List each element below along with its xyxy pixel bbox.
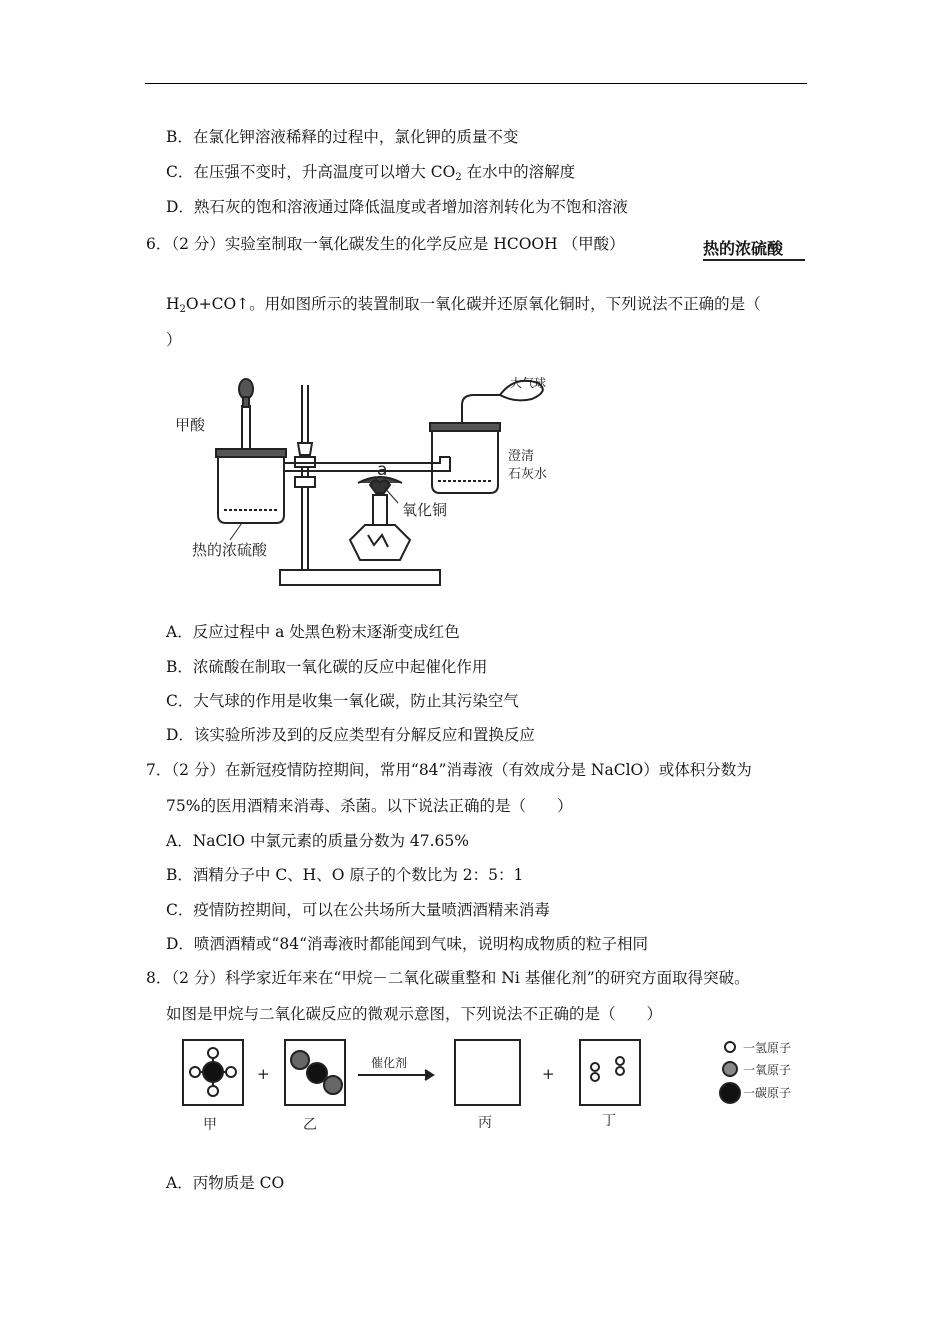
q7-option-a: A．NaClO 中氯元素的质量分数为 47.65% [166,832,469,850]
label-limewater-2: 石灰水 [508,467,548,482]
q8-stem-line1: 8．（2 分）科学家近年来在“甲烷－二氧化碳重整和 Ni 基催化剂”的研究方面取得突破。 [146,969,750,987]
q8-option-a: A．丙物质是 CO [166,1174,285,1192]
q6-stem-line1: 6．（2 分）实验室制取一氧化碳发生的化学反应是 HCOOH （甲酸） [146,235,625,253]
q8-stem-line2: 如图是甲烷与二氧化碳反应的微观示意图，下列说法不正确的是（ ） [166,1005,663,1023]
label-yi: 乙 [303,1117,317,1133]
label-limewater-1: 澄清 [508,449,535,464]
q5-option-d: D．熟石灰的饱和溶液通过降低温度或者增加溶剂转化为不饱和溶液 [166,198,628,216]
plus-sign-2: + [542,1065,555,1083]
label-balloon: 大气球 [510,376,547,390]
q5-option-c: C．在压强不变时，升高温度可以增大 $CO_2$ 在水中的溶解度 [166,163,576,183]
q6-option-c: C．大气球的作用是收集一氧化碳，防止其污染空气 [166,692,519,710]
q6-stem-line3: ） [166,331,182,349]
label-hot-sulfuric-acid: 热的浓硫酸 [192,541,268,559]
q6-apparatus-figure [170,365,570,595]
q7-stem-line1: 7．（2 分）在新冠疫情防控期间，常用“84”消毒液（有效成分是 NaClO）或体积分数为 [146,761,752,779]
q6-option-a: A．反应过程中 a 处黑色粉末逐渐变成红色 [166,623,460,641]
q6-option-d: D．该实验所涉及到的反应类型有分解反应和置换反应 [166,726,535,744]
legend-hydrogen: 一氢原子 [743,1041,792,1055]
label-formic-acid: 甲酸 [175,416,206,434]
q7-option-c: C．疫情防控期间，可以在公共场所大量喷洒酒精来消毒 [166,901,550,919]
legend-carbon: 一碳原子 [743,1086,792,1100]
q7-option-d: D．喷洒酒精或“84“消毒液时都能闻到气味，说明构成物质的粒子相同 [166,935,649,953]
q8-reaction-diagram [175,1035,825,1145]
catalyst-label: 催化剂 [371,1056,408,1070]
q6-stem-line2: $H_2O+CO↑$。用如图所示的装置制取一氧化碳并还原氧化铜时，下列说法不正确的是（ [166,295,761,315]
header-rule [145,83,807,84]
legend-oxygen: 一氧原子 [743,1063,792,1077]
q6-option-b: B．浓硫酸在制取一氧化碳的反应中起催化作用 [166,658,488,676]
q6-reaction-arrow [703,259,805,261]
q5-option-b: B．在氯化钾溶液稀释的过程中，氯化钾的质量不变 [166,128,519,146]
q7-stem-line2: 75%的医用酒精来消毒、杀菌。以下说法正确的是（ ） [166,797,573,815]
label-bing: 丙 [478,1115,492,1131]
plus-sign-1: + [257,1065,270,1083]
label-copper-oxide: 氧化铜 [402,501,448,519]
q7-option-b: B．酒精分子中 C、H、O 原子的个数比为 2：5：1 [166,866,524,884]
label-ding: 丁 [602,1113,616,1129]
label-jia: 甲 [203,1117,217,1133]
label-a: a [377,460,388,480]
q6-reaction-condition: 热的浓硫酸 [703,239,784,258]
